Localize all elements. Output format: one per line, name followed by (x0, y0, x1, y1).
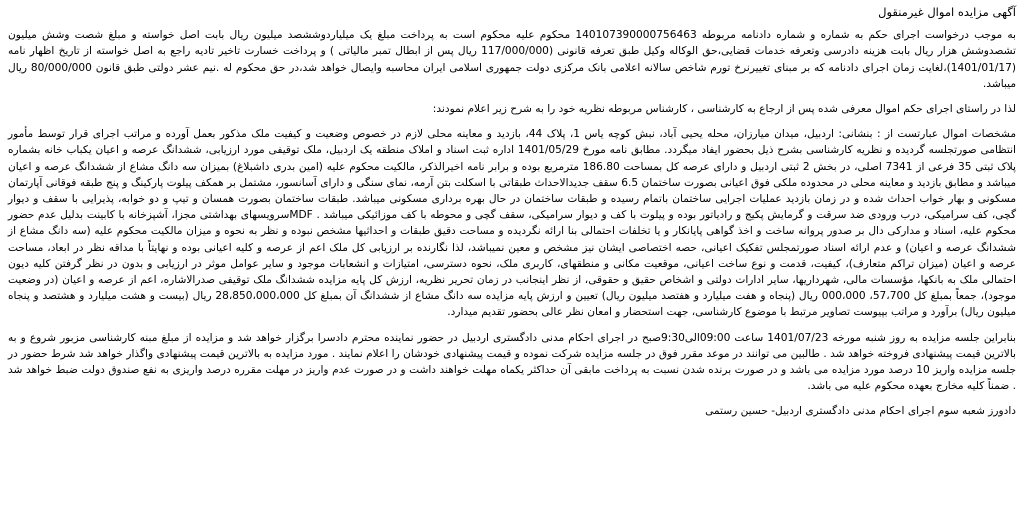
auction-session-paragraph: بنابراین جلسه مزایده به روز شنبه مورخه 1401/07/23 ساعت 09:00الی9:30صبح در اجرای احکام مدنی دادگستری اردبیل در حضور نماینده محترم دادسرا برگزار خواهد شد و مزایده از مبلغ مبنه کارشناسی مزبور شروع و به بالاترین قیمت پیشنهادی فروخته خواهد شد . طالبین می توانند در موعد مقرر فوق در جلسه مزایده شرکت نموده و قیمت پیشنهادی خودشان را اعلام نمایند . مورد مزایده به بالاترین قیمت پیشنهادی واگذار خواهد شد شرط حضور در جلسه مزایده واریز 10 درصد مورد مزایده می باشد و در صورت برنده شدن نسبت به پرداخت مابقی آن حداکثر یکماه مهلت خواهند داشت و در صورت عدم واریز در مهلت مقرره درصد واریزی به نفع صندوق دولت ضبط خواهد شد . ضمناً کلیه مخارج بعهده محکوم علیه می باشد. (8, 331, 1017, 393)
signature-line: دادورز شعبه سوم اجرای احکام مدنی دادگستری اردبیل- حسین رستمی (705, 405, 1016, 418)
expert-intro-paragraph: لذا در راستای اجرای حکم اموال معرفی شده پس از ارجاع به کارشناسی ، کارشناس مربوطه نظریه خود را به شرح زیر اعلام نمودند: (432, 103, 1016, 116)
notice-title: آگهی مزایده اموال غیرمنقول (878, 5, 1016, 19)
property-description-paragraph: مشخصات اموال عبارتست از : بنشانی: اردبیل، میدان میارزان، محله یحیی آباد، نبش کوچه یاس 1، پلاک 44، بازدید و معاینه محلی لازم در خصوص وضعیت و کیفیت ملک مذکور بعمل آورده و مراتب اجرای قرار توسط مأمور انتظامی صورتجلسه گردیده و نظریه کارشناسی بشرح ذیل بحضور ایفاد میگردد. مطابق نامه مورخ 1401/05/29 اداره ثبت اسناد و املاک منطقه یک اردبیل، ملک توقیفی مورد ارزیابی، ششدانگ عرصه و اعیان یکباب خانه بشماره پلاک ثبتی 35 فرعی از 7341 اصلی، در بخش 2 ثبتی اردبیل و دارای عرصه کل بمساحت 186.80 مترمربع بوده و برابر نامه اخیرالذکر، مالکیت محکوم علیه (امین بدری داشبلاغ) بمیزان سه دانگ مشاع از ششدانگ عرصه و اعیان میباشد و مطابق بازدید و معاینه محلی در محدوده ملکی فوق اعیانی بصورت ساختمان 6.5 سقف جدیدالاحداث طبقاتی با اسکلت بتن آرمه، نمای سنگی و دارای آسانسور، مشتمل بر همکف پیلوت پارکینگ و پنج طبقه فوقانی آپارتمان مسکونی و بهار خواب احداث شده و در زمان بازدید عملیات اجرایی ساختمان باتمام رسیده و طبقات ساختمان در حال بهره برداری مسکونی میباشد. طبقات ساختمان بصورت همسان و تیپ و دو خوابه، پذیرایی با سقف و دیوار گچی، کف سرامیکی، درب ورودی ضد سرقت و گرمایش پکیج و رادیاتور بوده و پیلوت با کف و دیوار سرامیکی، سقف گچی و محوطه با کف موزائیکی میباشد . MDFسرویسهای بهداشتی مجزا، آشپزخانه با کابینت بدلیل عدم حضور محکوم علیه، اسناد و مدارکی دال بر صدور پروانه ساخت و اخذ گواهی پایانکار و یا تخلفات احتمالی بنا ارائه نگردیده و مساحت دقیق طبقات و احداثیها مشخص نبوده و نظر به نحوه و میزان مالکیت محکوم علیه (سه دانگ مشاع از ششدانگ عرصه و اعیان) و عدم ارائه اسناد صورتمجلس تفکیک اعیانی، حصه اختصاصی ایشان نیز مشخص و معین نمیباشد، لذا نگارنده بر ارزیابی کل ملک اعم از عرصه و کلیه اعیانی بوده و نهایتاً با مداقه نظر در ابعاد، مساحت عرصه و اعیان (میزان تراکم متعارف)، کیفیت، قدمت و نوع ساخت اعیانی، موقعیت مکانی و منطقهای، کاربری ملک، نحوه دسترسی، امتیازات و انشعابات موجود و سایر عوامل موثر در ارزیابی و بدون در نظر گرفتن کلیه دیون احتمالی ملک به بانکها، مؤسسات مالی، شهرداریها، سایر ادارات دولتی و اشخاص حقیق و حقوقی، از نظر اینجانب در زمان تحریر نظریه، ارزش کل پایه مزایده ششدانگ ملک توقیفی صدرالاشاره، اعم از عرصه و اعیان (در وضعیت موجود)، جمعاً بمبلغ کل 57،700، 000،000 ریال (پنجاه و هفت میلیارد و هفتصد میلیون ریال) تعیین و ارزش پایه مزایده سه دانگ مشاع از ششدانگ آن بمبلغ کل 28،850،000،000 ریال (بیست و هشت میلیارد و هشتصد و پنجاه میلیون ریال) برآورد و مراتب بپیوست تصاویر مرتبط با موضوع کارشناسی، جهت استحضار و امعان نظر عالی بحضور تقدیم میدارد. (8, 128, 1017, 319)
judgment-paragraph: به موجب درخواست اجرای حکم به شماره و شماره دادنامه مربوطه 140107390000756463 محکوم علیه محکوم است به پرداخت مبلغ یک میلیاردوششصد میلیون ریال بابت اصل خواسته و مبلغ شصت وشش میلیون تشصدوشش هزار ریال بابت هزینه دادرسی وتعرفه خدمات قضایی،حق الوکاله وکیل طبق تعرفه قانونی (117/000/000 ریال پس از ابطال تمبر مالیاتی ) و پرداخت خسارت تاخیر تادیه راجع به اصل خواسته از تاریخ اظهار نامه (1401/01/17)،لغایت زمان اجرای دادنامه که بر مبنای تغییرنرخ تورم شاخص سالانه اعلامی بانک مرکزی دولت جمهوری اسلامی ایران محاسبه وایصال خواهد شد،در حق محکوم له .نیم عشر دولتی طبق قانون 80/000/000 ریال میباشد. (8, 29, 1016, 90)
